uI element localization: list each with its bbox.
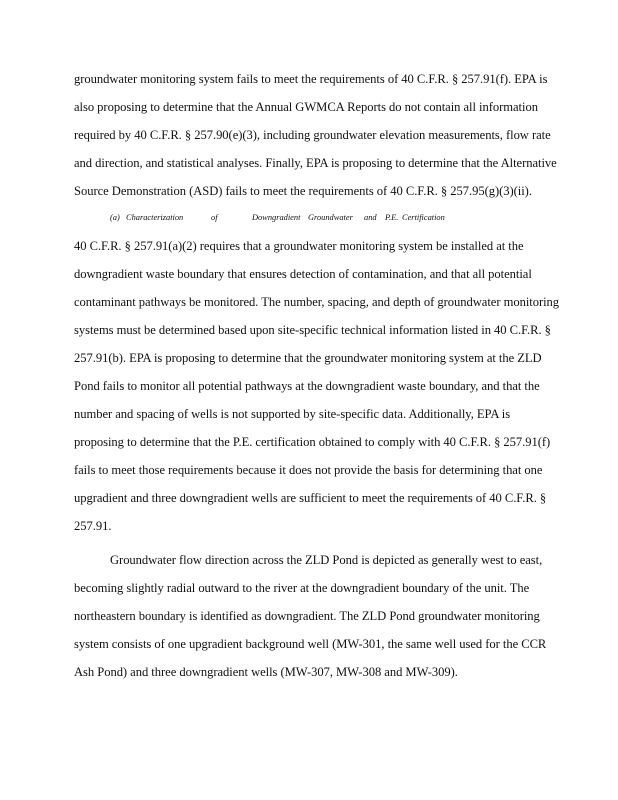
text-line: and direction, and statistical analyses. Finally, EPA is proposing to determine that the Alternative [74,156,557,170]
heading-word: Downgradient [252,213,301,222]
heading-word: of [211,213,218,222]
text-line: northeastern boundary is identified as downgradient. The ZLD Pond groundwater monitoring [74,609,540,623]
text-line: groundwater monitoring system fails to meet the requirements of 40 C.F.R. § 257.91(f). EPA is [74,72,548,86]
text-line: also proposing to determine that the Annual GWMCA Reports do not contain all information [74,100,538,114]
text-line: Source Demonstration (ASD) fails to meet the requirements of 40 C.F.R. § 257.95(g)(3)(ii). [74,184,532,198]
text-line: upgradient and three downgradient wells are sufficient to meet the requirements of 40 C.F.R. § [74,491,547,505]
heading-word: P.E. [385,213,399,222]
text-line: Pond fails to monitor all potential pathways at the downgradient waste boundary, and that the [74,379,540,393]
text-line: contaminant pathways be monitored. The number, spacing, and depth of groundwater monitoring [74,295,560,309]
text-line: system consists of one upgradient background well (MW-301, the same well used for the CCR [74,637,547,651]
text-line: 40 C.F.R. § 257.91(a)(2) requires that a groundwater monitoring system be installed at the [74,239,524,253]
text-line: Ash Pond) and three downgradient wells (MW-307, MW-308 and MW-309). [74,665,458,679]
text-line: becoming slightly radial outward to the river at the downgradient boundary of the unit. The [74,581,530,595]
text-line: 257.91(b). EPA is proposing to determine that the groundwater monitoring system at the ZLD [74,351,542,365]
text-line: fails to meet those requirements because it does not provide the basis for determining that one [74,463,543,477]
heading-word: Groundwater [308,213,353,222]
heading-word: Characterization [126,213,184,222]
text-line: number and spacing of wells is not supported by site-specific data. Additionally, EPA is [74,407,511,421]
text-line: 257.91. [74,519,112,533]
text-line: Groundwater flow direction across the ZLD Pond is depicted as generally west to east, [110,553,543,567]
text-line: systems must be determined based upon site-specific technical information listed in 40 C.F.R. § [74,323,551,337]
text-line: downgradient waste boundary that ensures detection of contamination, and that all potential [74,267,532,281]
heading-word: and [364,213,377,222]
text-line: proposing to determine that the P.E. certification obtained to comply with 40 C.F.R. § 257.91(f) [74,435,551,449]
text-line: required by 40 C.F.R. § 257.90(e)(3), including groundwater elevation measurements, flow rate [74,128,551,142]
heading-number: (a) [110,213,120,222]
heading-word: Certification [402,213,445,222]
